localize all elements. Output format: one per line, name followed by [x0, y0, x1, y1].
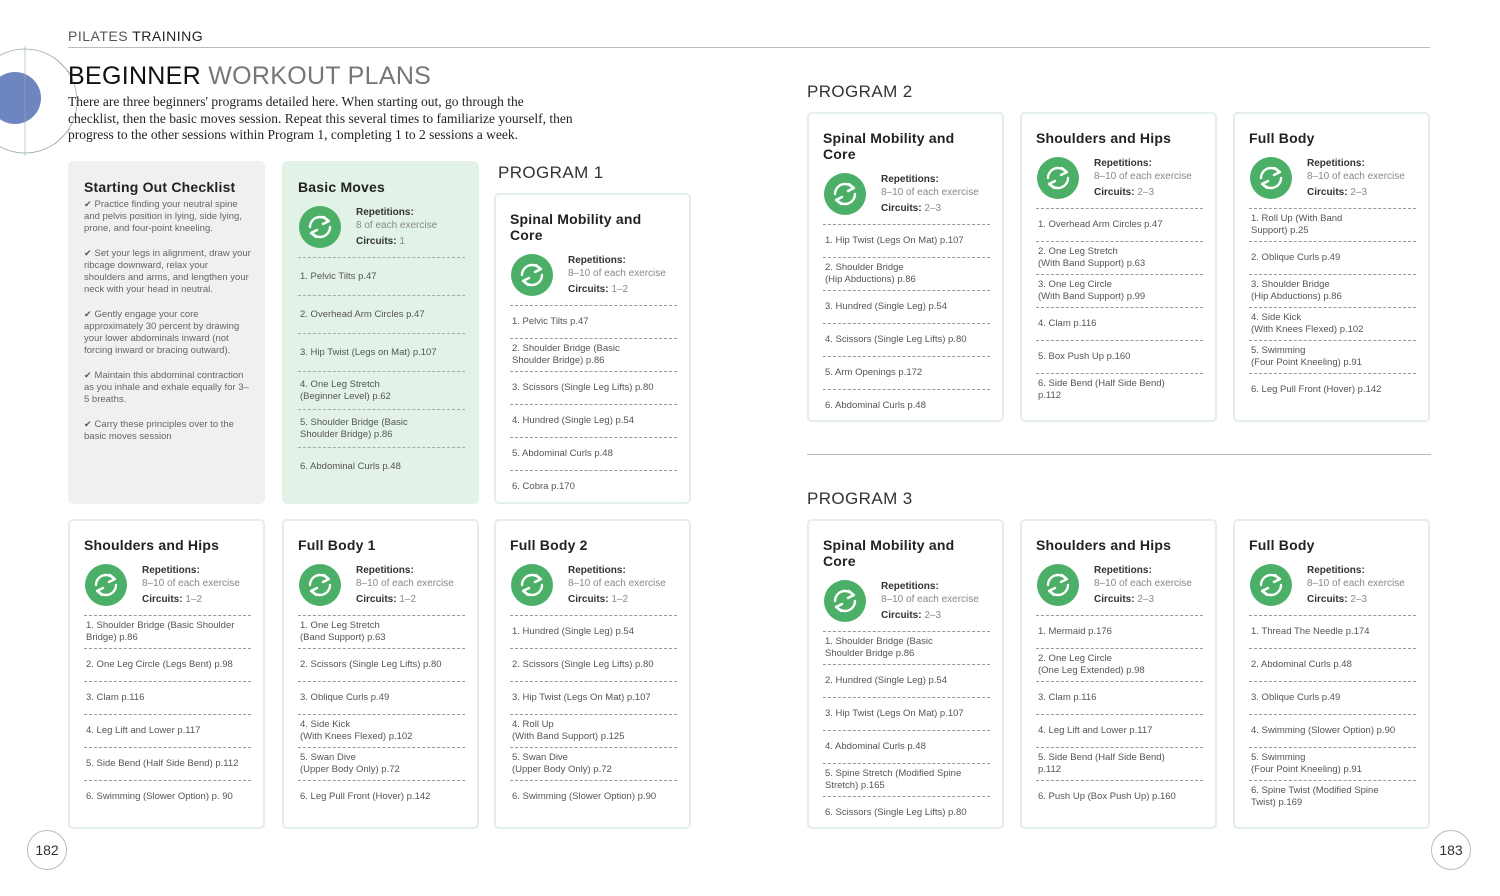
exercise-item: 6. Abdominal Curls p.48 [823, 389, 990, 422]
exercise-item: 5. Swimming (Four Point Kneeling) p.91 [1249, 747, 1416, 780]
exercise-item: 5. Abdominal Curls p.48 [510, 437, 677, 470]
exercise-item: 4. Leg Lift and Lower p.117 [1036, 714, 1203, 747]
program-1-label: PROGRAM 1 [498, 163, 604, 182]
exercise-item: 4. Hundred (Single Leg) p.54 [510, 404, 677, 437]
repetitions-label: Repetitions: [881, 174, 939, 185]
exercise-item: 5. Swan Dive (Upper Body Only) p.72 [298, 747, 465, 780]
exercise-item: 4. Roll Up (With Band Support) p.125 [510, 714, 677, 747]
circuits-line: Circuits: 2–3 [1094, 594, 1155, 605]
exercise-list [510, 615, 677, 813]
repeat-cycle-icon [1036, 156, 1080, 200]
repetitions-label: Repetitions: [881, 581, 939, 592]
exercise-item: 6. Abdominal Curls p.48 [298, 447, 465, 485]
p3-fullbody-card [1233, 519, 1430, 829]
exercise-item: 6. Spine Twist (Modified Spine Twist) p.169 [1249, 780, 1416, 813]
repetitions-label: Repetitions: [142, 565, 200, 576]
checklist-item: ✔ Practice finding your neutral spine and pelvis position in lying, side lying, prone, and four-point kneeling. [84, 199, 242, 234]
exercise-item: 3. Hip Twist (Legs on Mat) p.107 [298, 333, 465, 371]
exercise-item: 4. Clam p.116 [1036, 307, 1203, 340]
circuits-line: Circuits: 2–3 [1307, 594, 1368, 605]
exercise-item: 3. Hip Twist (Legs On Mat) p.107 [510, 681, 677, 714]
checklist-item: ✔ Gently engage your core approximately 30 percent by drawing your lower abdominals inward (not forcing inward or bracing outward). [84, 309, 240, 356]
circuits-line: Circuits: 2–3 [881, 203, 942, 214]
exercise-item: 3. Oblique Curls p.49 [298, 681, 465, 714]
repeat-cycle-icon [298, 563, 342, 607]
repetitions-block [298, 562, 465, 607]
repeat-cycle-icon [823, 172, 867, 216]
exercise-item: 5. Shoulder Bridge (Basic Shoulder Bridge) p.86 [298, 409, 465, 447]
page-title [68, 62, 431, 91]
exercise-item: 4. Scissors (Single Leg Lifts) p.80 [823, 323, 990, 356]
exercise-item: 3. One Leg Circle (With Band Support) p.99 [1036, 274, 1203, 307]
circuits-value: 2–3 [1137, 187, 1155, 198]
exercise-item: 4. Leg Lift and Lower p.117 [84, 714, 251, 747]
repetitions-value: 8–10 of each exercise [1307, 171, 1405, 182]
p2-shoulders-card [1020, 112, 1217, 422]
repetitions-label: Repetitions: [1094, 158, 1152, 169]
exercise-list [1036, 615, 1203, 813]
exercise-item: 5. Side Bend (Half Side Bend) p.112 [1036, 747, 1203, 780]
exercise-item: 3. Clam p.116 [1036, 681, 1203, 714]
exercise-item: 2. Abdominal Curls p.48 [1249, 648, 1416, 681]
repeat-cycle-icon [84, 563, 128, 607]
repeat-cycle-icon [510, 253, 554, 297]
repetitions-value: 8–10 of each exercise [1094, 578, 1192, 589]
circuits-value: 2–3 [1350, 187, 1368, 198]
exercise-item: 4. Side Kick (With Knees Flexed) p.102 [298, 714, 465, 747]
exercise-item: 2. One Leg Stretch (With Band Support) p.63 [1036, 241, 1203, 274]
circuits-value: 1–2 [611, 594, 629, 605]
exercise-item: 6. Leg Pull Front (Hover) p.142 [1249, 373, 1416, 406]
checklist-card [68, 161, 265, 504]
card-title: Basic Moves [298, 179, 386, 195]
exercise-item: 3. Hip Twist (Legs On Mat) p.107 [823, 697, 990, 730]
repeat-cycle-icon [1249, 156, 1293, 200]
exercise-item: 4. Abdominal Curls p.48 [823, 730, 990, 763]
repetitions-block [510, 562, 677, 607]
card-title: Shoulders and Hips [1036, 537, 1172, 553]
exercise-item: 4. Swimming (Slower Option) p.90 [1249, 714, 1416, 747]
circuits-line: Circuits: 2–3 [1094, 187, 1155, 198]
exercise-item: 1. Hundred (Single Leg) p.54 [510, 615, 677, 648]
page-number-right: 183 [1431, 830, 1471, 870]
repetitions-value: 8–10 of each exercise [1094, 171, 1192, 182]
circuits-line: Circuits: 1–2 [568, 284, 629, 295]
program-3-label: PROGRAM 3 [807, 489, 913, 508]
exercise-item: 3. Hundred (Single Leg) p.54 [823, 290, 990, 323]
program-2-label: PROGRAM 2 [807, 82, 913, 101]
exercise-item: 6. Side Bend (Half Side Bend) p.112 [1036, 373, 1203, 406]
exercise-list [823, 224, 990, 422]
exercise-item: 5. Swimming (Four Point Kneeling) p.91 [1249, 340, 1416, 373]
repetitions-block [823, 171, 990, 216]
exercise-item: 2. Shoulder Bridge (Basic Shoulder Bridge) p.86 [510, 338, 677, 371]
program-divider [807, 454, 1431, 455]
repeat-cycle-icon [1036, 563, 1080, 607]
circuits-line: Circuits: 1–2 [142, 594, 203, 605]
p1-fullbody2-card [494, 519, 691, 829]
repetitions-label: Repetitions: [356, 207, 414, 218]
repetitions-label: Repetitions: [356, 565, 414, 576]
check-icon: ✔ [84, 199, 92, 209]
exercise-item: 2. One Leg Circle (One Leg Extended) p.98 [1036, 648, 1203, 681]
p2-spinal-card [807, 112, 1004, 422]
circuits-value: 1–2 [399, 594, 417, 605]
circuits-line: Circuits: 1–2 [568, 594, 629, 605]
card-title: Full Body 2 [510, 537, 588, 553]
repetitions-block [823, 578, 990, 623]
running-header [68, 28, 203, 44]
check-icon: ✔ [84, 248, 92, 258]
header-section-dark: TRAINING [132, 28, 204, 44]
exercise-list [1249, 615, 1416, 813]
check-icon: ✔ [84, 370, 92, 380]
card-title: Spinal Mobility and Core [510, 211, 642, 243]
repetitions-value: 8–10 of each exercise [881, 594, 979, 605]
repetitions-label: Repetitions: [1307, 565, 1365, 576]
exercise-item: 1. Hip Twist (Legs On Mat) p.107 [823, 224, 990, 257]
exercise-item: 1. Pelvic Tilts p.47 [510, 305, 677, 338]
exercise-item: 5. Arm Openings p.172 [823, 356, 990, 389]
exercise-list [298, 257, 465, 485]
repetitions-block [510, 252, 677, 297]
exercise-item: 5. Spine Stretch (Modified Spine Stretch) p.165 [823, 763, 990, 796]
exercise-item: 2. Scissors (Single Leg Lifts) p.80 [298, 648, 465, 681]
repetitions-label: Repetitions: [1307, 158, 1365, 169]
intro-paragraph: There are three beginners' programs detailed here. When starting out, go through the checklist, then the basic moves session. Repeat this several times to familiarize yourself, then progress to the other sessions within Program 1, completing 1 to 2 sessions a week. [68, 94, 573, 142]
repetitions-block [298, 204, 465, 249]
exercise-item: 6. Swimming (Slower Option) p. 90 [84, 780, 251, 813]
p1-spinal-card [494, 193, 691, 504]
title-dark: BEGINNER [68, 62, 201, 90]
p3-spinal-card [807, 519, 1004, 829]
p1-shoulders-card [68, 519, 265, 829]
exercise-list [84, 615, 251, 813]
repetitions-block [84, 562, 251, 607]
repetitions-label: Repetitions: [568, 255, 626, 266]
repetitions-block [1036, 155, 1203, 200]
exercise-item: 4. One Leg Stretch (Beginner Level) p.62 [298, 371, 465, 409]
exercise-list [1036, 208, 1203, 406]
repeat-cycle-icon [823, 579, 867, 623]
exercise-item: 6. Push Up (Box Push Up) p.160 [1036, 780, 1203, 813]
card-title: Spinal Mobility and Core [823, 537, 955, 569]
repetitions-value: 8–10 of each exercise [142, 578, 240, 589]
checklist-item: ✔ Maintain this abdominal contraction as you inhale and exhale equally for 3–5 breaths. [84, 370, 249, 405]
exercise-list [298, 615, 465, 813]
repetitions-label: Repetitions: [1094, 565, 1152, 576]
exercise-item: 5. Box Push Up p.160 [1036, 340, 1203, 373]
circuits-line: Circuits: 1–2 [356, 594, 417, 605]
exercise-list [510, 305, 677, 503]
repetitions-block [1249, 155, 1416, 200]
p2-fullbody-card [1233, 112, 1430, 422]
exercise-item: 3. Clam p.116 [84, 681, 251, 714]
exercise-item: 6. Scissors (Single Leg Lifts) p.80 [823, 796, 990, 829]
card-title: Shoulders and Hips [1036, 130, 1172, 146]
circuits-value: 2–3 [924, 610, 942, 621]
repetitions-value: 8–10 of each exercise [881, 187, 979, 198]
exercise-item: 1. One Leg Stretch (Band Support) p.63 [298, 615, 465, 648]
exercise-item: 3. Shoulder Bridge (Hip Abductions) p.86 [1249, 274, 1416, 307]
repetitions-value: 8–10 of each exercise [568, 578, 666, 589]
repetitions-value: 8–10 of each exercise [568, 268, 666, 279]
check-icon: ✔ [84, 419, 92, 429]
circuits-value: 1–2 [185, 594, 203, 605]
p1-fullbody1-card [282, 519, 479, 829]
header-rule [68, 47, 1430, 48]
title-light: WORKOUT PLANS [208, 62, 432, 90]
exercise-item: 4. Side Kick (With Knees Flexed) p.102 [1249, 307, 1416, 340]
repetitions-block [1249, 562, 1416, 607]
exercise-item: 2. Overhead Arm Circles p.47 [298, 295, 465, 333]
circuits-line: Circuits: 2–3 [881, 610, 942, 621]
exercise-item: 1. Shoulder Bridge (Basic Shoulder Bridge) p.86 [84, 615, 251, 648]
circuits-value: 1 [399, 236, 405, 247]
basic-moves-card [282, 161, 479, 504]
card-title: Shoulders and Hips [84, 537, 220, 553]
exercise-list [1249, 208, 1416, 406]
check-icon: ✔ [84, 309, 92, 319]
exercise-item: 5. Swan Dive (Upper Body Only) p.72 [510, 747, 677, 780]
checklist-item: ✔ Set your legs in alignment, draw your ribcage downward, relax your shoulders and arms, and lengthen your neck with your head in neutral. [84, 248, 251, 295]
exercise-item: 2. Oblique Curls p.49 [1249, 241, 1416, 274]
circuits-line: Circuits: 1 [356, 236, 405, 247]
repetitions-block [1036, 562, 1203, 607]
page-number-left: 182 [27, 830, 67, 870]
circuits-value: 2–3 [1350, 594, 1368, 605]
exercise-item: 2. Hundred (Single Leg) p.54 [823, 664, 990, 697]
exercise-item: 3. Scissors (Single Leg Lifts) p.80 [510, 371, 677, 404]
repetitions-value: 8–10 of each exercise [356, 578, 454, 589]
exercise-item: 6. Cobra p.170 [510, 470, 677, 503]
exercise-item: 3. Oblique Curls p.49 [1249, 681, 1416, 714]
card-title: Full Body 1 [298, 537, 376, 553]
circuits-value: 2–3 [1137, 594, 1155, 605]
exercise-item: 1. Thread The Needle p.174 [1249, 615, 1416, 648]
card-title: Full Body [1249, 130, 1315, 146]
repeat-cycle-icon [298, 205, 342, 249]
checklist-list [84, 198, 251, 443]
repeat-cycle-icon [510, 563, 554, 607]
circuits-value: 2–3 [924, 203, 942, 214]
header-section-light: PILATES [68, 28, 129, 44]
card-title: Full Body [1249, 537, 1315, 553]
checklist-item: ✔ Carry these principles over to the basic moves session [84, 419, 234, 442]
exercise-item: 1. Mermaid p.176 [1036, 615, 1203, 648]
exercise-item: 6. Swimming (Slower Option) p.90 [510, 780, 677, 813]
repeat-cycle-icon [1249, 563, 1293, 607]
exercise-item: 2. Scissors (Single Leg Lifts) p.80 [510, 648, 677, 681]
repetitions-label: Repetitions: [568, 565, 626, 576]
checklist-title: Starting Out Checklist [84, 179, 236, 195]
p3-shoulders-card [1020, 519, 1217, 829]
exercise-item: 1. Pelvic Tilts p.47 [298, 257, 465, 295]
exercise-item: 6. Leg Pull Front (Hover) p.142 [298, 780, 465, 813]
repetitions-value: 8–10 of each exercise [1307, 578, 1405, 589]
repetitions-value: 8 of each exercise [356, 220, 438, 231]
card-title: Spinal Mobility and Core [823, 130, 955, 162]
circuits-line: Circuits: 2–3 [1307, 187, 1368, 198]
exercise-item: 1. Roll Up (With Band Support) p.25 [1249, 208, 1416, 241]
exercise-item: 5. Side Bend (Half Side Bend) p.112 [84, 747, 251, 780]
exercise-item: 1. Overhead Arm Circles p.47 [1036, 208, 1203, 241]
exercise-item: 1. Shoulder Bridge (Basic Shoulder Bridge p.86 [823, 631, 990, 664]
exercise-item: 2. One Leg Circle (Legs Bent) p.98 [84, 648, 251, 681]
circuits-value: 1–2 [611, 284, 629, 295]
exercise-item: 2. Shoulder Bridge (Hip Abductions) p.86 [823, 257, 990, 290]
exercise-list [823, 631, 990, 829]
